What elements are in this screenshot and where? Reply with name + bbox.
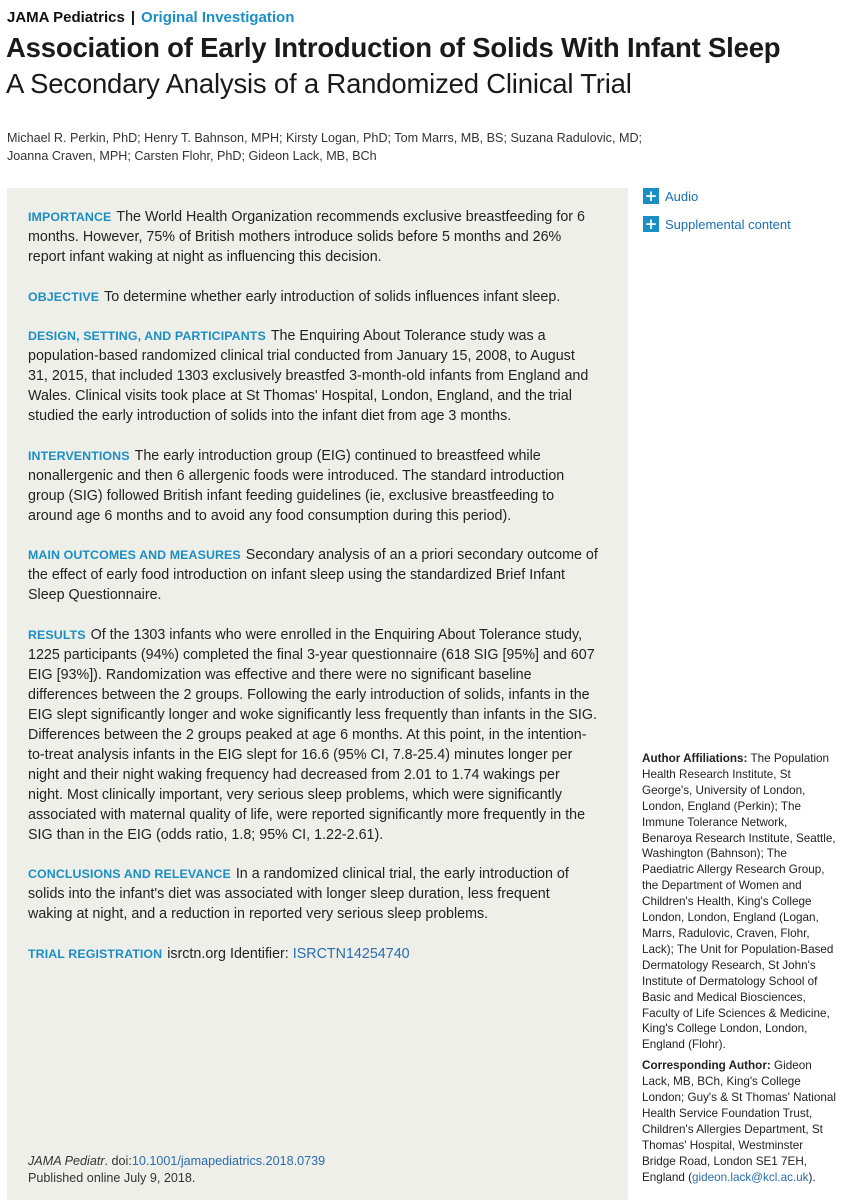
- section-text: In a randomized clinical trial, the early introduction of solids into the infant's diet was associated with longer sleep duration, less frequent waking at night, and a reduction in reported very serious sleep problems.: [28, 866, 569, 922]
- journal-header: [7, 9, 294, 27]
- authors-line-2: Joanna Craven, MPH; Carsten Flohr, PhD; Gideon Lack, MB, BCh: [7, 149, 377, 163]
- author-list: [7, 129, 647, 165]
- section-heading: TRIAL REGISTRATION: [28, 946, 163, 961]
- section-text: Secondary analysis of an a priori secondary outcome of the effect of early food introduction on infant sleep using the standardized Brief Infant Sleep Questionnaire.: [28, 547, 598, 603]
- supplemental-content-link[interactable]: [643, 215, 791, 233]
- corresponding-heading: Corresponding Author:: [642, 1059, 771, 1073]
- abstract: [28, 207, 598, 983]
- section-heading: RESULTS: [28, 627, 86, 642]
- section-text: To determine whether early introduction of solids influences infant sleep.: [104, 288, 561, 305]
- article-section: Original Investigation: [141, 9, 295, 26]
- section-heading: CONCLUSIONS AND RELEVANCE: [28, 867, 231, 881]
- doi-link[interactable]: 10.1001/jamapediatrics.2018.0739: [131, 1154, 326, 1168]
- doi-prefix: . doi:: [104, 1154, 132, 1168]
- section-heading: MAIN OUTCOMES AND MEASURES: [28, 548, 241, 562]
- authors-line-1: Michael R. Perkin, PhD; Henry T. Bahnson, MPH; Kirsty Logan, PhD; Tom Marrs, MB, BS; Suzana Radulovic, MD;: [7, 131, 643, 145]
- title-subtitle: A Secondary Analysis of a Randomized Clinical Trial: [6, 68, 632, 99]
- side-links: [643, 187, 791, 243]
- published-date: Published online July 9, 2018.: [28, 1171, 196, 1185]
- supplemental-link-label[interactable]: Supplemental content: [665, 216, 791, 232]
- audio-link[interactable]: [643, 187, 791, 205]
- section-heading: DESIGN, SETTING, AND PARTICIPANTS: [28, 329, 266, 343]
- audio-link-label[interactable]: Audio: [665, 188, 699, 204]
- trial-identifier-link[interactable]: ISRCTN14254740: [292, 945, 410, 962]
- section-text: Of the 1303 infants who were enrolled in the Enquiring About Tolerance study, 1225 participants (94%) completed the final 3-year questionnaire (618 SIG [95%] and 607 EIG [93%]). Randomization was effective and there were no significant baseline differences between the 2 groups. Following the early introduction of solids, infants in the EIG slept significantly longer and woke significantly less frequently than infants in the SIG. Differences between the 2 groups peaked at age 6 months. At this point, in the intention-to-treat analysis infants in the EIG slept for 16.6 (95% CI, 7.8-25.4) minutes longer per night and their night waking frequency had decreased from 2.01 to 1.74 wakings per night. Most clinically important, very serious sleep problems, which were significantly associated with maternal quality of life, were reported significantly more frequently in the SIG than in the EIG (odds ratio, 1.8; 95% CI, 1.22-2.61).: [28, 626, 597, 843]
- corresponding-suffix: ).: [808, 1170, 816, 1184]
- section-text: isrctn.org Identifier:: [167, 945, 289, 962]
- abstract-conclusions: [28, 864, 598, 924]
- header-separator: |: [130, 9, 136, 26]
- plus-icon: +: [644, 215, 658, 233]
- section-text: The early introduction group (EIG) continued to breastfeed while nonallergenic and then 6 allergenic foods were introduced. The standard introduction group (SIG) followed British infant feeding guidelines (ie, exclusive breastfeeding to around age 6 months and to avoid any food consumption during this period).: [28, 447, 565, 524]
- author-affiliations: [642, 751, 837, 1053]
- corresponding-text: Gideon Lack, MB, BCh, King's College London; Guy's & St Thomas' National Health Service Foundation Trust, Children's Allergies Department, St Thomas' Hospital, Westminster Bridge Road, London SE1 7EH, England (: [642, 1059, 836, 1184]
- abstract-outcomes: [28, 545, 598, 605]
- doi-line: [28, 1153, 325, 1170]
- section-heading: IMPORTANCE: [28, 210, 112, 224]
- abstract-objective: [28, 287, 598, 307]
- affiliations-heading: Author Affiliations:: [642, 752, 748, 765]
- journal-name: JAMA Pediatrics: [7, 9, 125, 26]
- section-text: The Enquiring About Tolerance study was a population-based randomized clinical trial conducted from January 15, 2008, to August 31, 2015, that included 1303 exclusively breastfed 3-month-old infants from England and Wales. Clinical visits took place at St Thomas' Hospital, London, England, and the trial studied the early introduction of solids into the infant diet from age 3 months.: [28, 328, 589, 424]
- journal-abbrev: JAMA Pediatr: [28, 1154, 105, 1168]
- citation-footer: [28, 1153, 325, 1187]
- affiliations-text: The Population Health Research Institute, St George's, University of London, London, England (Perkin); The Immune Tolerance Network, Benaroya Research Institute, Seattle, Washington (Bahnson); The Paediatric Allergy Research Group, the Department of Women and Children's Health, King's College London, London, England (Logan, Marrs, Radulovic, Craven, Flohr, Lack); The Unit for Population-Based Dermatology Research, St John's Institute of Dermatology School of Basic and Medical Biosciences, Faculty of Life Sciences & Medicine, King's College London, London, England (Flohr).: [642, 752, 836, 1052]
- abstract-importance: [28, 207, 598, 267]
- abstract-registration: [28, 944, 598, 964]
- section-heading: OBJECTIVE: [28, 289, 100, 304]
- article-title: [6, 30, 780, 102]
- corresponding-author: [642, 1058, 837, 1185]
- abstract-interventions: [28, 446, 598, 526]
- plus-icon: +: [644, 187, 658, 205]
- corresponding-email-link[interactable]: gideon.lack@kcl.ac.uk: [692, 1170, 809, 1184]
- section-text: The World Health Organization recommends exclusive breastfeeding for 6 months. However, 75% of British mothers introduce solids before 5 months and 26% report infant waking at night as influencing this decision.: [28, 209, 585, 265]
- title-main: Association of Early Introduction of Solids With Infant Sleep: [6, 32, 781, 63]
- author-info-sidebar: [642, 751, 837, 1190]
- abstract-design: [28, 326, 598, 426]
- abstract-results: [28, 625, 598, 845]
- section-heading: INTERVENTIONS: [28, 448, 130, 463]
